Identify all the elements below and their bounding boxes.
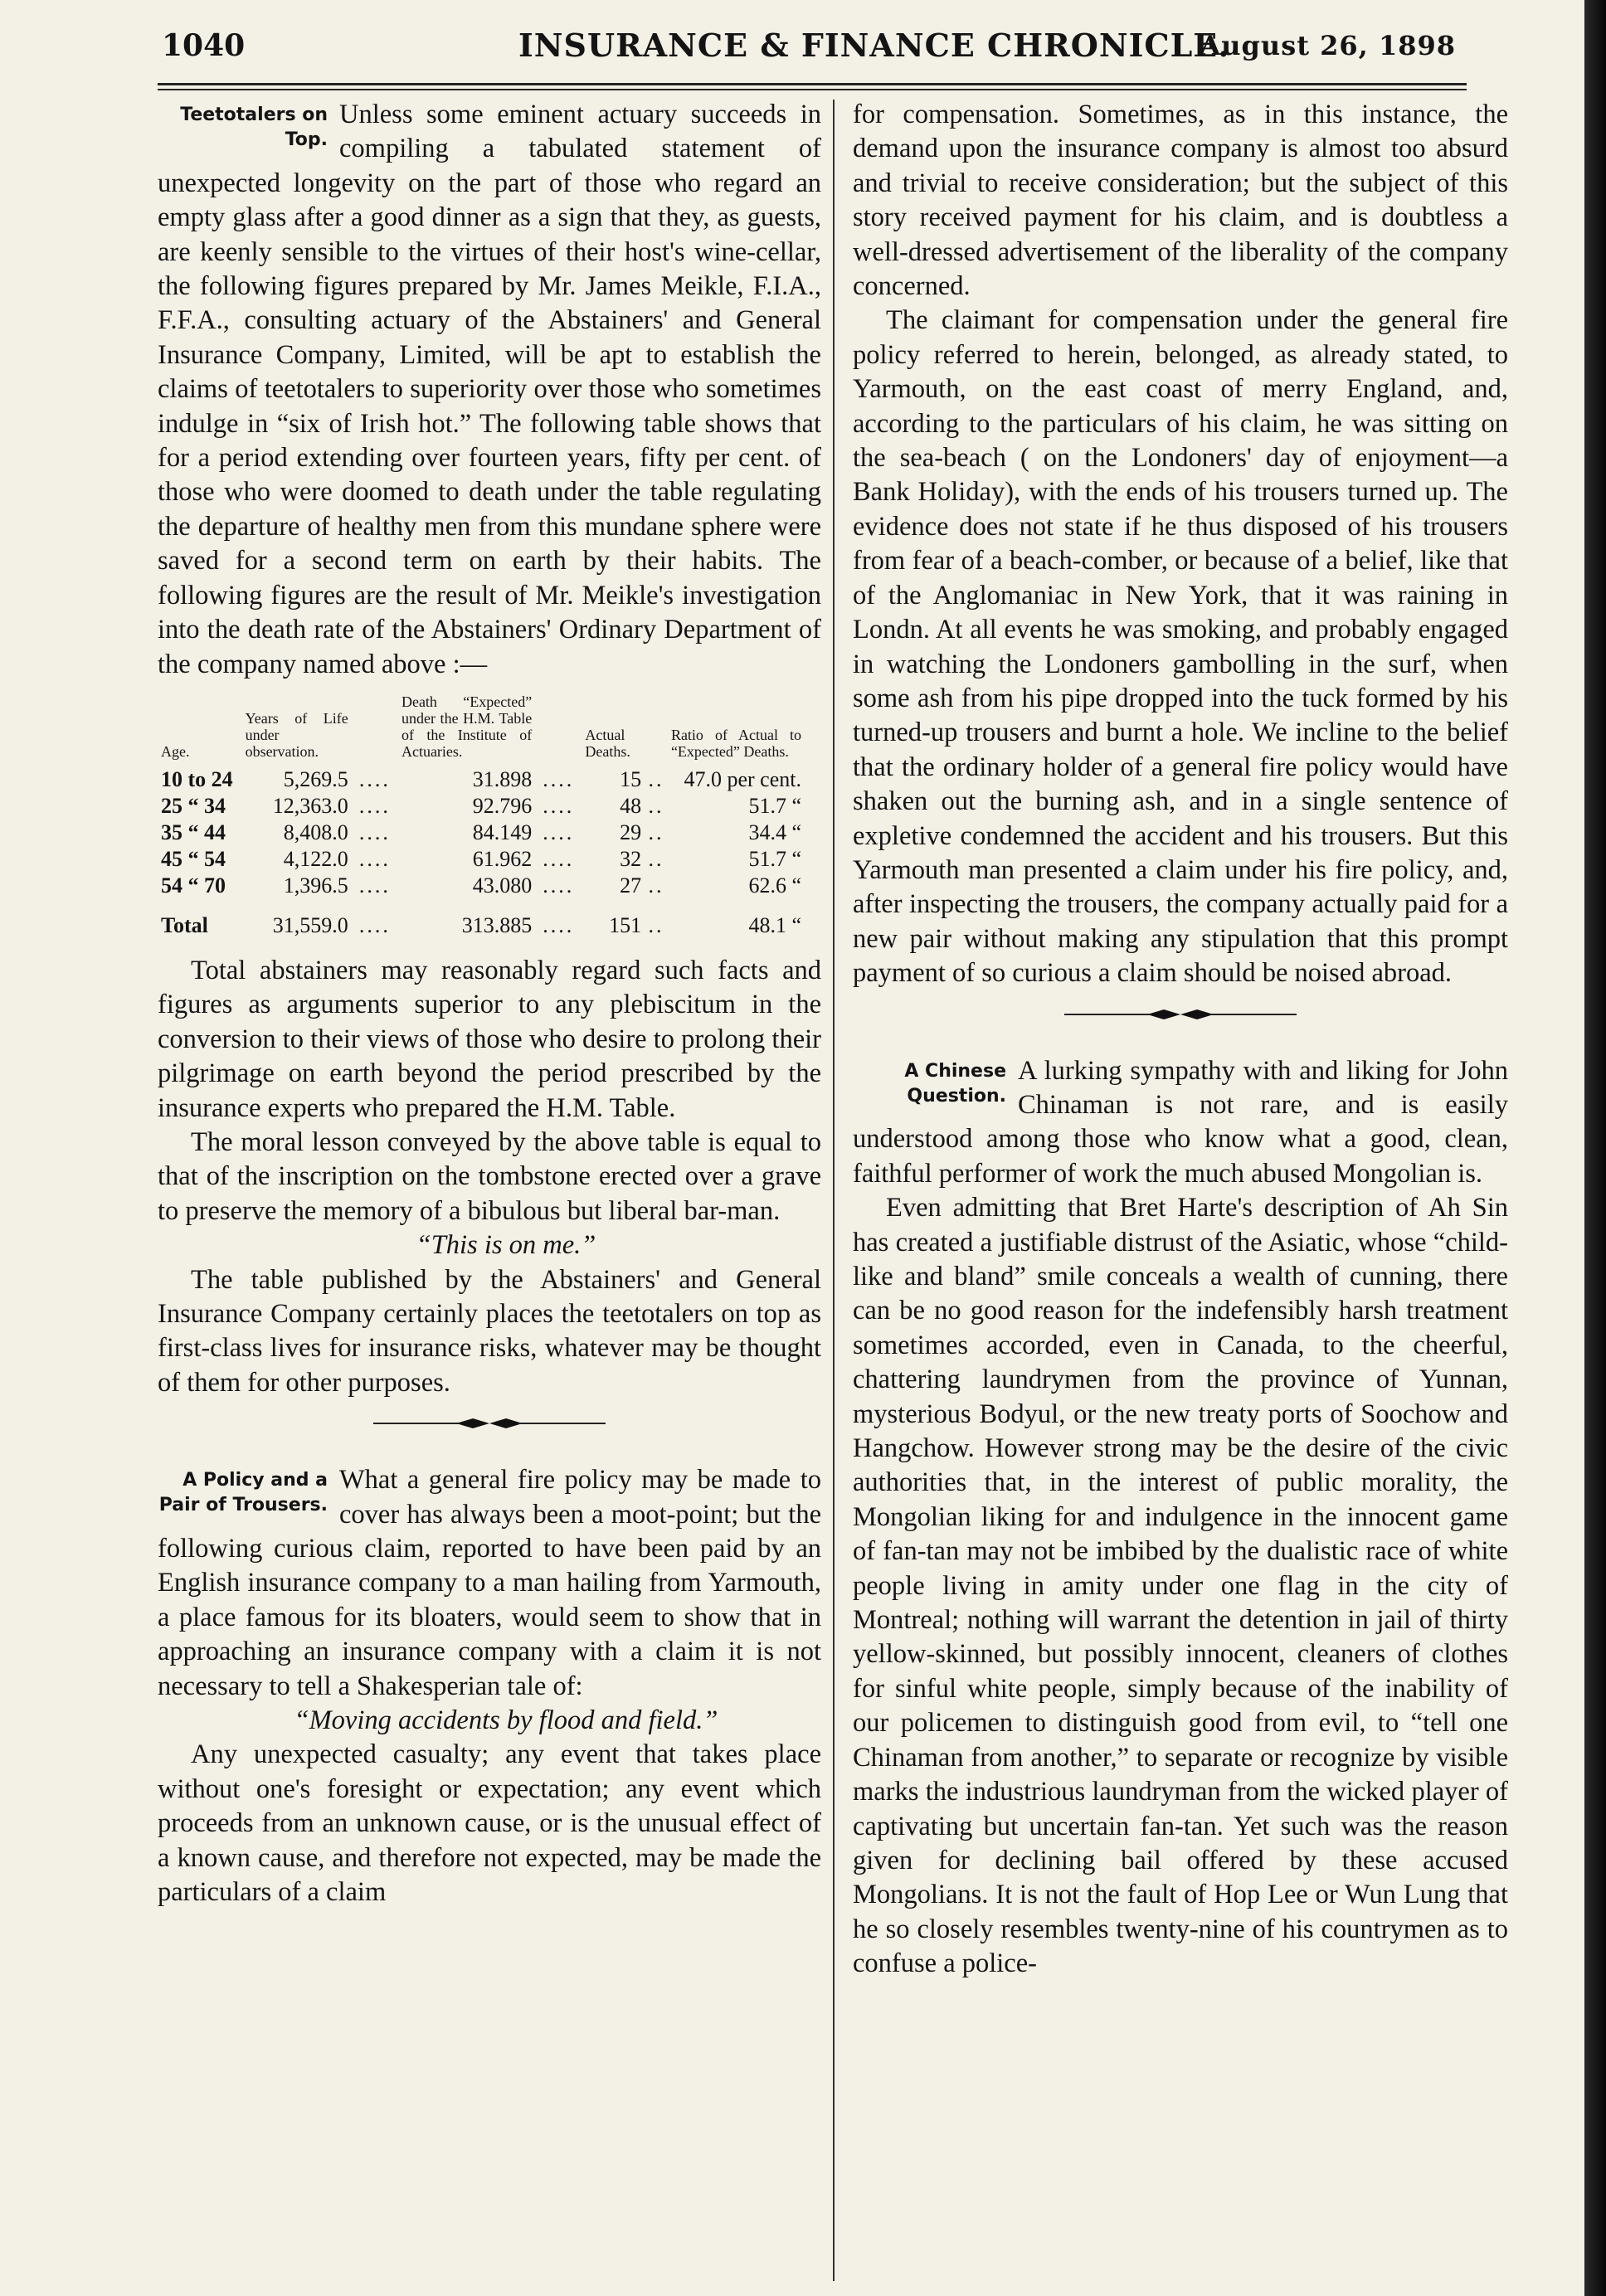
ornament-flourish-icon (1064, 1006, 1297, 1023)
col-header-actual: Actual Deaths. (585, 726, 630, 760)
table-row (158, 766, 805, 793)
sidehead-teetotalers: Teetotalers on Top. (180, 105, 328, 150)
cell-dots: .. (648, 846, 664, 871)
table-row (158, 793, 805, 820)
section-ornament-right (853, 1006, 1508, 1031)
cell-dots: .... (543, 766, 575, 791)
right-column (853, 98, 1508, 1982)
cell-expected: 313.885 (461, 912, 533, 937)
cell-age: 45 “ 54 (161, 846, 226, 871)
cell-age: 35 “ 44 (161, 820, 226, 844)
cell-dots: .... (358, 820, 391, 844)
cell-dots: .. (648, 912, 664, 937)
col-header-ratio: Ratio of Actual to “Expected” Deaths. (670, 726, 801, 760)
cell-expected: 61.962 (472, 846, 533, 871)
cell-actual: 32 (620, 846, 642, 871)
table-row (158, 820, 805, 846)
column-divider (833, 100, 835, 2281)
col-header-age: Age. (161, 742, 190, 760)
cell-age: Total (161, 912, 208, 937)
chinese-intro: A lurking sympathy with and liking for John Chinaman is not rare, and is easily understood among those who know what a good, clean, faithful performer of work the much abused Mongolian is. (853, 1055, 1508, 1189)
sidehead-policy: A Policy and a Pair of Trousers. (158, 1470, 328, 1516)
cell-dots: .... (543, 793, 575, 818)
teetotalers-para-4: The table published by the Abstainers' and General Insurance Company certainly places the teetotalers on top as first-class lives for insurance risks, whatever may be thought of them for other purposes. (158, 1264, 821, 1398)
cell-actual: 151 (609, 912, 642, 937)
ornament-flourish-icon (373, 1415, 606, 1432)
policy-para-3: The claimant for compensation under the general fire policy referred to herein, belonged, as already stated, to Yarmouth, on the east coast of merry England, and, according to the particulars of his claim, he was sitting on the sea-beach ( on the Londoners' day of enjoyment—a Bank Holiday), with the ends of his trousers turned up. The evidence does not state if he thus disposed of his trousers from fear of a beach-comber, or because of a belief, like that of the Anglomaniac in New York, that it was raining in Londn. At all events he was smoking, and probably engaged in watching the Londoners gambolling in the surf, when some ash from his pipe dropped into the tuck formed by his turned-up trousers and burnt a hole. We incline to the belief that the ordinary holder of a general fire policy would have shaken out the burning ash, and in a single sentence of expletive condemned the accident and his trousers. But this Yarmouth man presented a claim under his fire policy, and, after inspecting the trousers, the company actually paid for a new pair without making any stipulation that this prompt payment of so curious a claim should be noised abroad. (853, 305, 1508, 989)
teetotalers-para-3: The moral lesson conveyed by the above table is equal to that of the inscription on the tombstone erected over a grave to preserve the memory of a bibulous but liberal bar-man. (158, 1126, 821, 1226)
col-header-expected: Death “Expected” under the H.M. Table of the Institute of Actuaries. (401, 693, 533, 760)
cell-expected: 43.080 (472, 873, 533, 897)
table-header-row (158, 693, 805, 766)
scan-edge (1584, 0, 1606, 2296)
table-body (158, 766, 805, 939)
page-number: 1040 (162, 28, 246, 63)
cell-dots: .... (543, 912, 575, 937)
col-header-years: Years of Life under observation. (245, 709, 348, 760)
cell-age: 25 “ 34 (161, 793, 226, 818)
cell-expected: 92.796 (472, 793, 533, 818)
cell-ratio: 34.4 “ (748, 820, 801, 844)
sidehead-chinese: A Chinese Question. (904, 1060, 1006, 1107)
publication-title: INSURANCE & FINANCE CHRONICLE. (518, 27, 1230, 64)
cell-dots: .... (543, 820, 575, 844)
cell-actual: 48 (620, 793, 642, 818)
left-column (158, 98, 821, 1909)
issue-date: August 26, 1898 (1200, 30, 1456, 61)
cell-expected: 31.898 (472, 766, 533, 791)
header-rule (158, 83, 1467, 90)
cell-dots: .. (648, 793, 664, 818)
cell-dots: .... (358, 846, 391, 871)
cell-ratio: 51.7 “ (748, 846, 801, 871)
cell-years: 5,269.5 (283, 766, 348, 791)
mortality-table (158, 693, 805, 939)
policy-para-2: Any unexpected casualty; any event that takes place without one's foresight or expectation; any event which proceeds from an unknown cause, or is the unusual effect of a known cause, and therefore not expected, may be made the particulars of a claim (158, 1739, 821, 1908)
policy-intro: What a general fire policy may be made to cover has always been a moot-point; but the following curious claim, reported to have been paid by an English insurance company to a man hailing from Yarmouth, a place famous for its bloaters, would seem to show that in approaching an insurance company with a claim it is not necessary to tell a Shakesperian tale of: (158, 1465, 821, 1701)
cell-ratio: 47.0 per cent. (684, 766, 801, 791)
cell-dots: .... (358, 912, 391, 937)
cell-ratio: 62.6 “ (748, 873, 801, 897)
cell-years: 31,559.0 (272, 912, 348, 937)
policy-continuation: for compensation. Sometimes, as in this instance, the demand upon the insurance company is almost too absurd and trivial to receive consideration; but the subject of this story received payment for his claim, and is doubtless a well-dressed advertisement of the liberality of the company concerned. (853, 100, 1508, 302)
cell-years: 4,122.0 (283, 846, 348, 871)
cell-dots: .... (358, 766, 391, 791)
table-row (158, 846, 805, 873)
cell-actual: 29 (620, 820, 642, 844)
cell-ratio: 48.1 “ (748, 912, 801, 937)
page-header (162, 23, 1456, 73)
cell-years: 12,363.0 (272, 793, 348, 818)
cell-dots: .. (648, 873, 664, 897)
cell-actual: 27 (620, 873, 642, 897)
cell-dots: .. (648, 820, 664, 844)
teetotalers-para-2: Total abstainers may reasonably regard such facts and figures as arguments superior to any plebiscitum in the conversion to their views of those who desire to prolong their pilgrimage on earth beyond the period prescribed by the insurance experts who prepared the H.M. Table. (158, 955, 821, 1123)
cell-dots: .... (358, 873, 391, 897)
cell-years: 1,396.5 (283, 873, 348, 897)
cell-dots: .. (648, 766, 664, 791)
cell-ratio: 51.7 “ (748, 793, 801, 818)
cell-actual: 15 (620, 766, 642, 791)
table-total-row (158, 899, 805, 939)
cell-age: 10 to 24 (161, 766, 233, 791)
teetotalers-intro: Unless some eminent actuary succeeds in compiling a tabulated statement of unexpected longevity on the part of those who regard an empty glass after a good dinner as a sign that they, as guests, are keenly sensible to the virtues of their host's wine-cellar, the following figures prepared by Mr. James Meikle, F.I.A., F.F.A., consulting actuary of the Abstainers' and General Insurance Company, Limited, will be apt to establish the claims of teetotalers to superiority over those who sometimes indulge in “six of Irish hot.” The following table shows that for a period extending over fourteen years, fifty per cent. of those who were doomed to death under the table regulating the departure of healthy men from this mundane sphere were saved for a second term on earth by their habits. The following figures are the result of Mr. Meikle's investigation into the death rate of the Abstainers' Ordinary Department of the company named above :— (158, 100, 821, 679)
cell-expected: 84.149 (472, 820, 533, 844)
chinese-para-2: Even admitting that Bret Harte's description of Ah Sin has created a justifiable distrust of the Asiatic, whose “child-like and bland” smile conceals a wealth of cunning, there can be no good reason for the indefensibly harsh treatment sometimes accorded, even in Canada, to the cheerful, chattering laundrymen from the province of Yunnan, mysterious Bodyul, or the new treaty ports of Soochow and Hangchow. However strong may be the desire of the civic authorities that, in the interest of public morality, the Mongolian liking for and indulgence in the innocent game of fan-tan may not be imbibed by the dualistic race of white people living in amity under one flag in the city of Montreal; nothing will warrant the detention in jail of thirty yellow-skinned, but possibly innocent, cleaners of clothes for sinful white people, simply because of the inability of our policemen to distinguish good from evil, to “tell one Chinaman from another,” to separate or recognize by visible marks the industrious laundryman from the wicked player of captivating but uncertain fan-tan. Yet such was the reason given for declining bail offered by these accused Mongolians. It is not the fault of Hop Lee or Wun Lung that he so closely resembles twenty-nine of his countrymen as to confuse a police- (853, 1193, 1508, 1979)
cell-dots: .... (358, 793, 391, 818)
cell-age: 54 “ 70 (161, 873, 226, 897)
policy-quote: “Moving accidents by flood and field.” (294, 1705, 718, 1736)
table-row (158, 873, 805, 899)
cell-years: 8,408.0 (283, 820, 348, 844)
teetotalers-quote: “This is on me.” (416, 1230, 596, 1261)
cell-dots: .... (543, 873, 575, 897)
section-ornament (158, 1415, 821, 1440)
cell-dots: .... (543, 846, 575, 871)
